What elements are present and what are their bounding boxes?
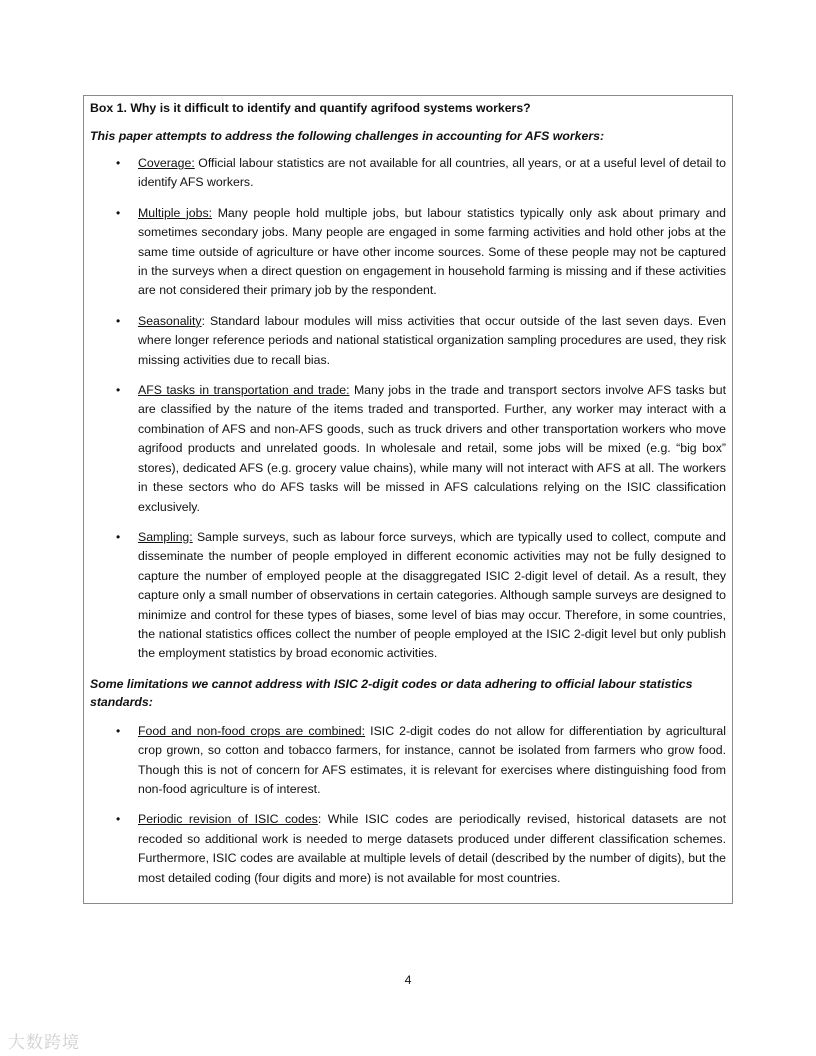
item-text: While ISIC codes are periodically revised, historical datasets are not recoded so additional work is needed to merge datasets produced under different classification schemes. Furthermore, ISIC codes are available at multiple levels of detail (described by the number of digits), but the most detailed coding (four digits and more) is not available for most countries.: [138, 812, 726, 885]
limitations-heading: Some limitations we cannot address with ISIC 2-digit codes or data adhering to official labour statistics standards:: [90, 676, 693, 709]
box-title: Box 1. Why is it difficult to identify and quantify agrifood systems workers?: [90, 101, 531, 115]
bullet-icon: •: [116, 383, 121, 398]
item-term: AFS tasks in transportation and trade:: [138, 383, 350, 398]
list-item: • Periodic revision of ISIC codes: While ISIC codes are periodically revised, historical datasets are not recoded so additional work is needed to merge datasets produced under different classification schemes. Furthermore, ISIC codes are available at multiple levels of detail (described by the number of digits), but the most detailed coding (four digits and more) is not available for most countries.: [116, 812, 726, 885]
item-text: ISIC 2-digit codes do not allow for differentiation by agricultural crop grown, so cotton and tobacco farmers, for instance, cannot be isolated from farmers who grow food. Though this is not of concern for AFS estimates, it is relevant for exercises where distinguishing food from non-food agriculture is of interest.: [138, 723, 726, 796]
item-term: Sampling:: [138, 529, 193, 544]
challenges-list: [90, 154, 726, 664]
bullet-icon: •: [116, 205, 121, 220]
item-term: Periodic revision of ISIC codes: [138, 812, 318, 827]
bullet-icon: •: [116, 156, 121, 170]
page-number: 4: [404, 973, 412, 987]
box-1: [83, 95, 733, 904]
limitations-list: [90, 722, 726, 888]
list-item: [90, 381, 726, 517]
item-term: Multiple jobs:: [138, 205, 213, 220]
item-text: Many jobs in the trade and transport sectors involve AFS tasks but are classified by the nature of the items traded and transported. Further, any worker may interact with a combination of AFS and non-AFS goods, such as truck drivers and other transportation workers who move agrifood products and unrelated goods. In wholesale and retail, some jobs will be mixed (e.g. “big box” stores), dedicated AFS (e.g. grocery value chains), while many will not interact with AFS at all. The workers in these sectors who do AFS tasks will be missed in AFS calculations relying on the ISIC classification exclusively.: [138, 383, 726, 514]
watermark-logo: 大数跨境: [8, 1033, 80, 1053]
item-term: Coverage:: [138, 156, 195, 170]
item-text: Official labour statistics are not available for all countries, all years, or at a useful level of detail to identify AFS workers.: [138, 156, 726, 190]
item-term: Seasonality: [138, 313, 202, 328]
list-item: [90, 528, 726, 664]
item-text: Many people hold multiple jobs, but labour statistics typically only ask about primary and sometimes secondary jobs. Many people are engaged in some farming activities and hold other jobs at the same time outside of agriculture or have other income sources. Some of these people may not be captured in the surveys when a direct question on engagement in household farming is missing and if these activities are not considered their primary job by the respondent.: [138, 205, 727, 298]
bullet-icon: •: [116, 723, 121, 738]
bullet-icon: •: [116, 529, 121, 544]
list-item: • Seasonality: Standard labour modules will miss activities that occur outside of the last seven days. Even where longer reference periods and national statistical organization sampling procedures are used, they risk missing activities due to recall bias.: [116, 313, 726, 367]
list-item: [90, 154, 726, 193]
item-term: Food and non-food crops are combined:: [138, 723, 366, 738]
list-item: [90, 722, 726, 800]
box-intro: This paper attempts to address the following challenges in accounting for AFS workers:: [90, 129, 605, 143]
bullet-icon: •: [116, 812, 121, 827]
bullet-icon: •: [116, 313, 121, 328]
item-text: Standard labour modules will miss activities that occur outside of the last seven days. Even where longer reference periods and national statistical organization sampling procedures are used, they risk missing activities due to recall bias.: [138, 313, 726, 367]
item-text: Sample surveys, such as labour force surveys, which are typically used to collect, compute and disseminate the number of people employed in different economic activities may not be fully designed to capture the number of employed people at the disaggregated ISIC 2-digit level of detail. As a result, they capture only a small number of observations in certain categories. Although sample surveys are designed to minimize and control for these types of biases, some level of bias may occur. Therefore, in some countries, the national statistics offices collect the number of people employed at the ISIC 2-digit level but only publish the employment statistics by broad economic activities.: [138, 529, 726, 661]
list-item: [90, 204, 726, 301]
